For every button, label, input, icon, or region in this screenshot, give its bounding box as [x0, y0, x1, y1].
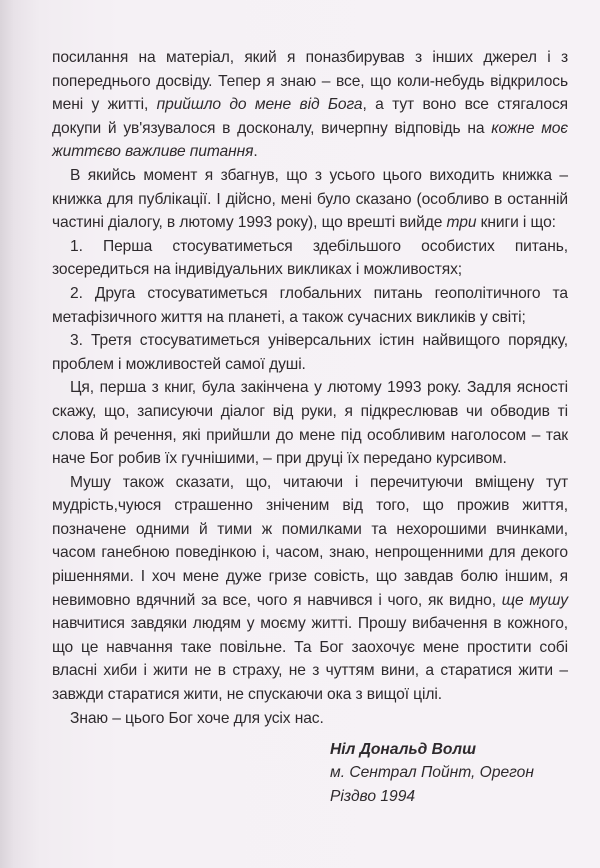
author-name: Ніл Дональд Волш: [330, 741, 476, 758]
italic-text-run: прийшло до мене від Бога: [156, 96, 363, 114]
text-run: книги і що:: [476, 214, 556, 232]
text-run: , а тут воно все стягалося докупи й ув'язувалося в досконалу, вичерпну відповідь на: [52, 96, 568, 137]
italic-text-run: ще мушу: [501, 591, 568, 609]
list-item-third-book: [52, 329, 568, 376]
paragraph-continuation: [52, 46, 568, 164]
paragraph-gratitude: [52, 471, 568, 707]
text-run: 2. Друга стосуватиметься глобальних питань геополітичного та метафізичного життя на планеті, а також сучасних викликів у світі;: [52, 284, 568, 326]
italic-text-run: кожне моє життєво важливе питання: [52, 119, 568, 161]
text-run: Ця, перша з книг, була закінчена у лютому 1993 року. Задля ясності скажу, що, записуючи діалог від руки, я підкреслював чи обводив ті слова й речення, які прийшли до мене під особливим наголосом – так наче Бог робив їх гучнішими, – при друці їх передано курсивом.: [52, 379, 568, 468]
text-run: 3. Третя стосуватиметься універсальних істин найвищого порядку, проблем і можливостей самої душі.: [52, 332, 568, 373]
text-run: В якийсь момент я збагнув, що з усього цього виходить книжка – книжка для публікації. І дійсно, мені було сказано (особливо в останній частині діалогу, в лютому 1993 року), що врешті вийде: [52, 166, 568, 232]
signature-date: Різдво 1994: [330, 787, 416, 805]
text-run: посилання на матеріал, який я поназбирував з інших джерел і з попереднього досвіду. Тепер я знаю – все, що коли-небудь відкрилось мені у житті,: [52, 49, 568, 114]
paragraph-book-origin: [52, 164, 568, 235]
paragraph-closing: [52, 707, 568, 731]
text-run: Мушу також сказати, що, читаючи і перечитуючи вміщену тут мудрість,чуюся страшенно зніченим від того, що прожив життя, позначене одними й тими ж помилками та нехорошими вчинками, часом ганебною поведінкою і, часом, знаю, непрощенними для декого рішеннями. І хоч мене дуже гризе совість, що завдав болю іншим, я невимовно вдячний за все, чого я навчився і чого, як видно,: [52, 473, 568, 609]
signature-block: [330, 738, 534, 808]
signature-place: м. Сентрал Пойнт, Орегон: [330, 764, 534, 782]
text-run: навчитися завдяки людям у моєму житті. Прошу вибачення в кожного, що це навчання таке повільне. Та Бог заохочує мене простити собі власні хиби і жити не в страху, не з чуттям вини, а старатися жити – завжди старатися жити, не спускаючи ока з вищої цілі.: [52, 615, 568, 704]
italic-text-run: три: [446, 214, 477, 232]
text-run: 1. Перша стосуватиметься здебільшого особистих питань, зосередиться на індивідуальних викликах і можливостях;: [52, 237, 568, 279]
list-item-first-book: [52, 235, 568, 282]
paragraph-italics-note: [52, 376, 568, 470]
body-text: [52, 46, 568, 730]
list-item-second-book: [52, 282, 568, 329]
text-run: Знаю – цього Бог хоче для усіх нас.: [70, 709, 324, 727]
text-run: .: [253, 143, 258, 161]
